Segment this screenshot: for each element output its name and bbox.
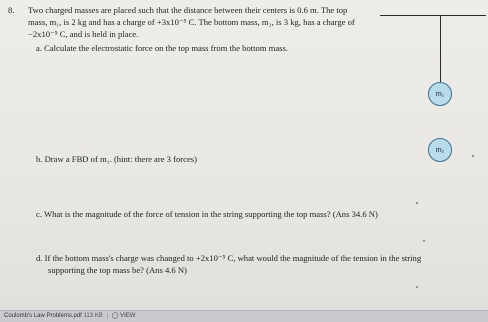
question-part-a: a. Calculate the electrostatic force on the top mass from the bottom mass. [36, 43, 289, 53]
question-part-d-line-1: d. If the bottom mass's charge was changed to +2x10⁻⁵ C, what would the magnitude of the tension in the string [36, 253, 422, 263]
stray-mark [416, 202, 418, 204]
question-part-b: b. Draw a FBD of m₁. (hint: there are 3 forces) [36, 154, 197, 164]
file-size: 113 KB [83, 313, 103, 319]
question-part-c: c. What is the magnitude of the force of tension in the string supporting the top mass? (Ans 34.6 N) [36, 209, 378, 219]
ceiling-line [380, 15, 486, 16]
mass-m1 [428, 82, 452, 106]
question-number: 8. [8, 5, 15, 15]
question-text-line-3: −2x10⁻⁵ C, and is held in place. [28, 29, 139, 39]
question-text-line-1: Two charged masses are placed such that the distance between their centers is 0.6 m. The top [28, 5, 348, 15]
question-part-d-line-2: supporting the top mass be? (Ans 4.6 N) [48, 265, 187, 275]
mass-m1-label: m₁ [435, 90, 445, 98]
mass-m2-label: m₂ [435, 146, 445, 154]
file-name[interactable]: Coulomb's Law Problems.pdf [4, 313, 82, 319]
string-line [440, 15, 441, 82]
question-text-line-2: mass, m₁, is 2 kg and has a charge of +3x10⁻⁵ C. The bottom mass, m₂, is 3 kg, has a charge of [28, 17, 355, 27]
stray-mark [423, 240, 425, 242]
view-icon[interactable]: ◯ [111, 313, 119, 319]
separator: | [106, 313, 109, 319]
download-bar[interactable] [0, 310, 488, 322]
stray-mark [472, 155, 474, 157]
view-button[interactable]: VIEW [120, 313, 136, 319]
mass-m2 [428, 138, 452, 162]
stray-mark [416, 286, 418, 288]
